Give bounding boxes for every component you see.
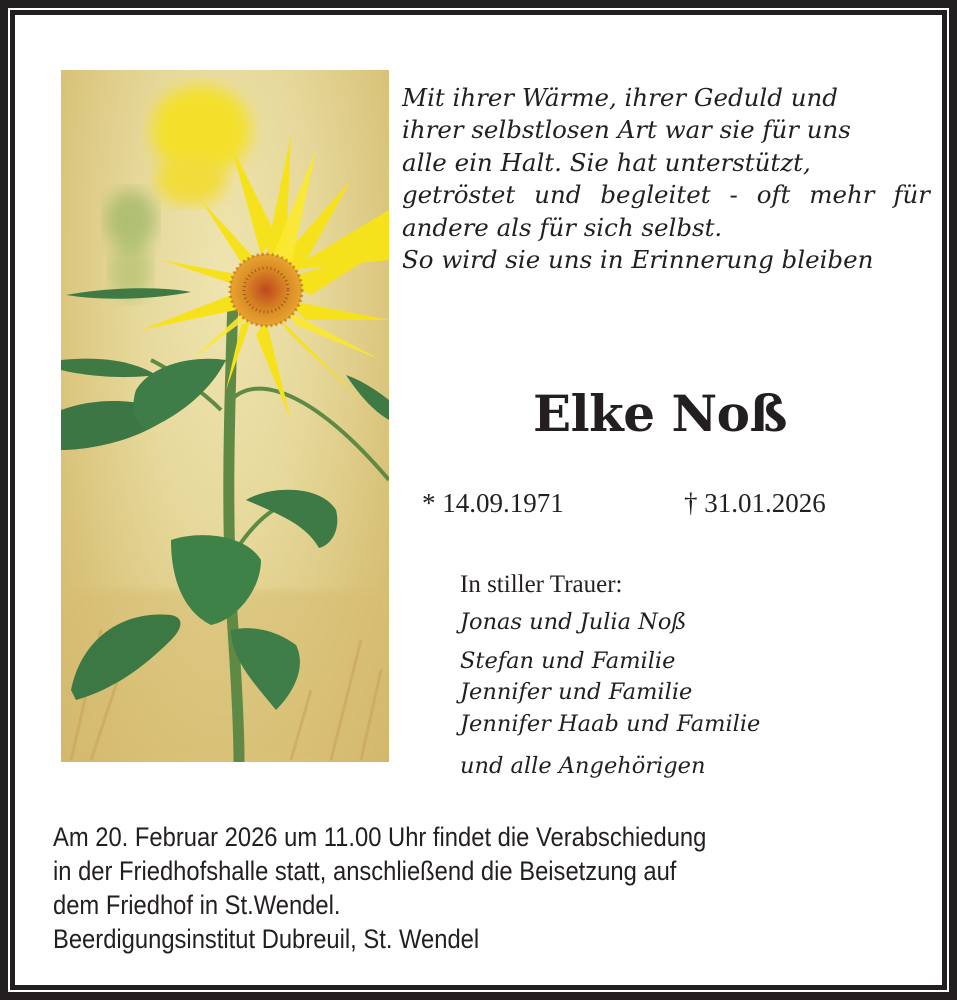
quote-line: andere als für sich selbst. xyxy=(402,212,723,242)
death-date: † 31.01.2026 xyxy=(684,488,826,518)
footer-line: in der Friedhofshalle statt, anschließend die Beisetzung auf xyxy=(53,856,677,886)
quote-line: So wird sie uns in Erinnerung bleiben xyxy=(402,245,874,275)
mourner-name: Jonas und Julia Noß xyxy=(460,609,687,635)
deceased-name: Elke Noß xyxy=(532,384,787,443)
mourners-list xyxy=(460,570,860,782)
birth-date: * 14.09.1971 xyxy=(422,488,564,518)
sunflower-illustration xyxy=(61,70,389,762)
funeral-home: Beerdigungsinstitut Dubreuil, St. Wendel xyxy=(53,924,480,954)
quote-line: ihrer selbstlosen Art war sie für uns xyxy=(402,115,851,145)
sunflower-photo xyxy=(61,70,389,762)
mourner-name: Jennifer und Familie xyxy=(460,679,693,705)
mourner-name: und alle Angehörigen xyxy=(460,753,706,779)
quote-line: getröstet und begleitet - oft mehr für xyxy=(402,180,930,210)
mourners-heading: In stiller Trauer: xyxy=(460,571,623,598)
quote-line: Mit ihrer Wärme, ihrer Geduld und xyxy=(402,83,838,112)
mourner-name: Stefan und Familie xyxy=(460,648,676,674)
footer-line: dem Friedhof in St.Wendel. xyxy=(53,890,341,920)
funeral-details xyxy=(53,820,827,956)
footer-line: Am 20. Februar 2026 um 11.00 Uhr findet die Verabschiedung xyxy=(53,822,707,852)
mourner-name: Jennifer Haab und Familie xyxy=(460,711,761,737)
quote-line: alle ein Halt. Sie hat unterstützt, xyxy=(402,147,811,177)
memorial-quote xyxy=(402,82,930,276)
